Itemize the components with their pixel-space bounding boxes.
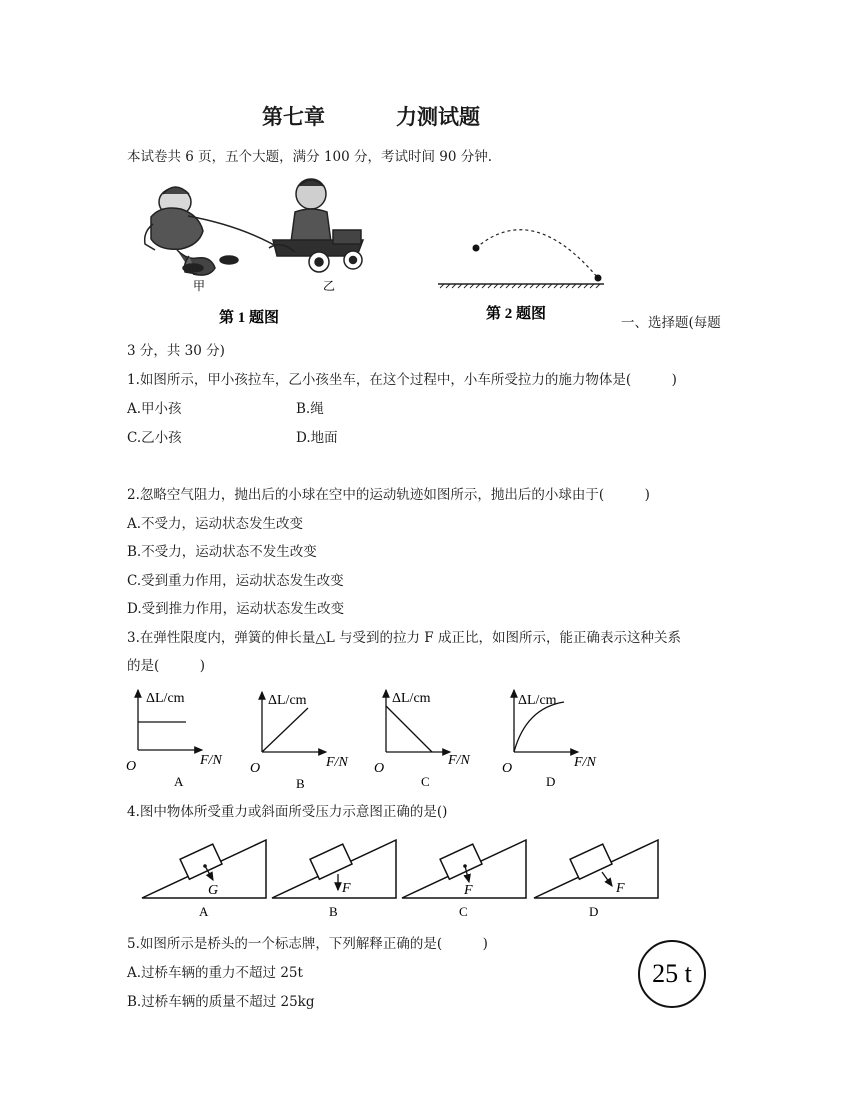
q3-stem-line1: 3.在弹性限度内，弹簧的伸长量△L 与受到的拉力 F 成正比，如图所示，能正确表示这种关系 [127,630,681,646]
q3-graphs [124,684,614,794]
child-jia-illustration [145,187,238,275]
q1-stem: 1.如图所示，甲小孩拉车，乙小孩坐车，在这个过程中，小车所受拉力的施力物体是( ) [127,372,677,388]
figure-1-caption: 第 1 题图 [219,310,280,326]
incline-d [534,840,658,919]
svg-text:C: C [459,904,468,919]
figure-2-caption: 第 2 题图 [486,306,547,322]
graph-a [126,690,222,789]
svg-text:ΔL/cm: ΔL/cm [268,693,307,708]
svg-text:F: F [342,881,351,896]
q4-incline-diagrams [138,836,668,922]
svg-text:D: D [546,774,556,789]
section-heading-part2: 3 分，共 30 分) [127,343,225,359]
ball-end [595,275,602,282]
incline-b [272,840,396,919]
svg-text:ΔL/cm: ΔL/cm [146,691,185,706]
svg-text:F: F [616,881,625,896]
q4-stem: 4.图中物体所受重力或斜面所受压力示意图正确的是() [127,804,448,820]
q1-option-c: C.乙小孩 [127,430,182,446]
svg-text:O: O [374,761,385,776]
svg-text:ΔL/cm: ΔL/cm [518,693,557,708]
graph-b [250,692,348,791]
svg-text:A: A [199,904,209,919]
q1-option-b: B.绳 [296,401,324,417]
label-jia: 甲 [193,279,206,293]
weight-limit-sign [636,938,708,1010]
q5-option-a: A.过桥车辆的重力不超过 25t [127,965,303,981]
svg-text:F/N: F/N [448,753,470,768]
graph-c [374,690,470,789]
incline-c [402,840,526,919]
svg-text:A: A [174,774,184,789]
q2-option-d: D.受到推力作用，运动状态发生改变 [127,601,345,617]
graph-d [502,690,596,789]
sign-text: 25 t [652,959,692,988]
svg-text:F/N: F/N [200,753,222,768]
q1-option-a: A.甲小孩 [127,401,182,417]
svg-text:B: B [329,904,338,919]
test-name: 力测试题 [396,105,480,129]
svg-text:C: C [421,774,430,789]
svg-text:F: F [464,883,473,898]
svg-text:G: G [208,883,219,898]
figure-2 [432,218,612,328]
svg-text:F/N: F/N [574,755,596,770]
q5-option-b: B.过桥车辆的质量不超过 25kg [127,994,315,1010]
svg-text:ΔL/cm: ΔL/cm [392,691,431,706]
label-yi: 乙 [323,279,336,293]
q1-option-d: D.地面 [296,430,338,446]
svg-text:O: O [250,761,261,776]
svg-text:B: B [296,776,305,791]
intro-text: 本试卷共 6 页，五个大题，满分 100 分，考试时间 90 分钟. [127,149,493,165]
figure-1 [133,172,373,332]
child-yi-illustration [269,179,363,272]
svg-text:O: O [126,759,137,774]
chapter-label: 第七章 [262,105,325,129]
svg-text:D: D [589,904,599,919]
svg-text:F/N: F/N [326,755,348,770]
q5-stem: 5.如图所示是桥头的一个标志牌，下列解释正确的是( ) [127,936,488,952]
q2-option-c: C.受到重力作用，运动状态发生改变 [127,573,344,589]
section-heading-part1: 一、选择题(每题 [621,315,721,331]
q2-option-b: B.不受力，运动状态不发生改变 [127,544,317,560]
q3-stem-line2: 的是( ) [127,658,206,674]
svg-text:O: O [502,761,513,776]
q2-stem: 2.忽略空气阻力，抛出后的小球在空中的运动轨迹如图所示，抛出后的小球由于( ) [127,487,650,503]
q2-option-a: A.不受力，运动状态发生改变 [127,516,304,532]
trajectory-path [476,230,598,278]
incline-a [142,840,266,919]
